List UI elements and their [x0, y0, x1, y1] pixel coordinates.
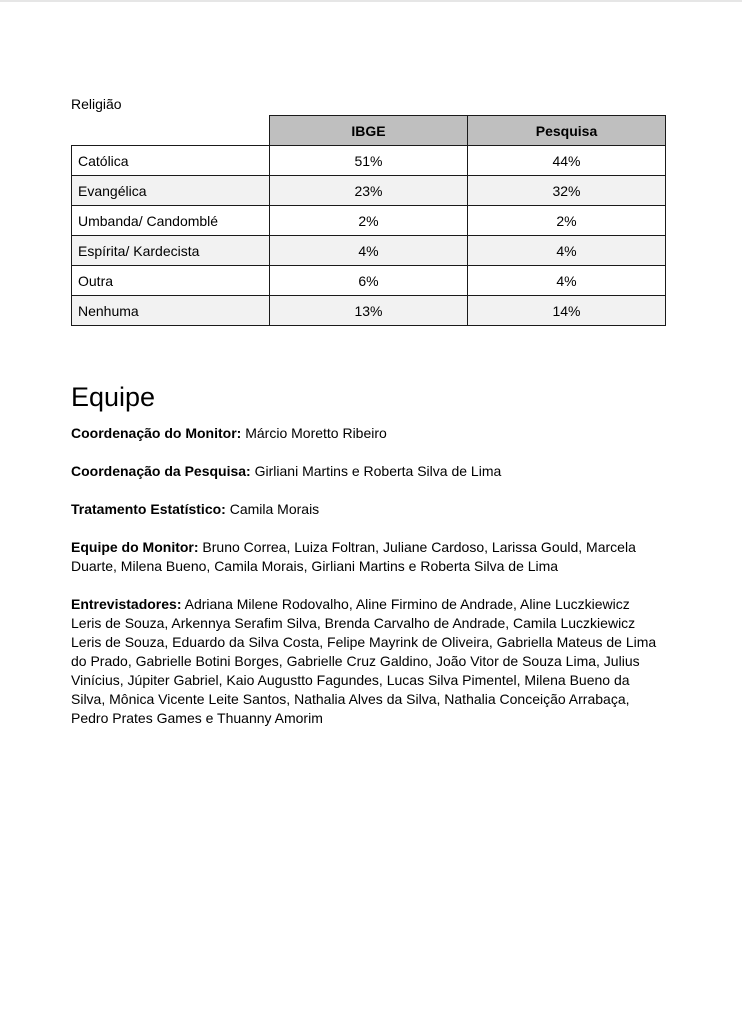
table-row: [72, 236, 666, 266]
table-cell-pesquisa: 14%: [468, 296, 666, 326]
table-cell-religion: Outra: [72, 266, 270, 296]
table-cell-religion: Nenhuma: [72, 296, 270, 326]
table-cell-ibge: 23%: [270, 176, 468, 206]
table-header-ibge: IBGE: [270, 116, 468, 146]
section-title: Equipe: [71, 382, 156, 412]
team-credits: [71, 424, 661, 747]
credit-label: Coordenação do Monitor:: [71, 425, 242, 441]
table-cell-pesquisa: 2%: [468, 206, 666, 236]
table-caption: Religião: [71, 96, 122, 112]
credit-paragraph: [71, 424, 661, 443]
credit-text: Adriana Milene Rodovalho, Aline Firmino de Andrade, Aline Luczkiewicz Leris de Souza, Arkennya Serafim Silva, Brenda Carvalho de Andrade, Camila Luczkiewicz Leris de Souza, Eduardo da Silva Costa, Felipe Mayrink de Oliveira, Gabriella Mateus de Lima do Prado, Gabrielle Botini Borges, Gabrielle Cruz Galdino, João Vitor de Souza Lima, Julius Vinícius, Júpiter Gabriel, Kaio Augustto Fagundes, Lucas Silva Pimentel, Milena Bueno da Silva, Mônica Vicente Leite Santos, Nathalia Alves da Silva, Nathalia Conceição Arrabaça, Pedro Prates Games e Thuanny Amorim: [71, 596, 657, 726]
table-cell-pesquisa: 4%: [468, 266, 666, 296]
table-cell-pesquisa: 44%: [468, 146, 666, 176]
table-cell-pesquisa: 32%: [468, 176, 666, 206]
table-cell-religion: Católica: [72, 146, 270, 176]
credit-text: Camila Morais: [225, 501, 320, 517]
page-top-border: [0, 0, 742, 2]
credit-label: Equipe do Monitor:: [71, 539, 199, 555]
table-cell-ibge: 6%: [270, 266, 468, 296]
table-header-pesquisa: Pesquisa: [468, 116, 666, 146]
credit-label: Coordenação da Pesquisa:: [71, 463, 251, 479]
table-row: [72, 206, 666, 236]
religion-table: [71, 115, 666, 326]
table-cell-ibge: 51%: [270, 146, 468, 176]
credit-text: Bruno Correa, Luiza Foltran, Juliane Cardoso, Larissa Gould, Marcela Duarte, Milena Bueno, Camila Morais, Girliani Martins e Roberta Silva de Lima: [71, 539, 636, 574]
credit-text: Márcio Moretto Ribeiro: [241, 425, 387, 441]
table-row: [72, 176, 666, 206]
table-header-empty: [72, 116, 270, 146]
credit-label: Tratamento Estatístico:: [71, 501, 226, 517]
credit-label: Entrevistadores:: [71, 596, 182, 612]
table-cell-religion: Umbanda/ Candomblé: [72, 206, 270, 236]
credit-paragraph: [71, 500, 661, 519]
table-cell-ibge: 2%: [270, 206, 468, 236]
table-cell-religion: Evangélica: [72, 176, 270, 206]
credit-paragraph: [71, 538, 661, 576]
table-row: [72, 296, 666, 326]
credit-paragraph: [71, 462, 661, 481]
credit-paragraph: [71, 595, 661, 728]
table-cell-ibge: 13%: [270, 296, 468, 326]
table-header-row: [72, 116, 666, 146]
table-cell-pesquisa: 4%: [468, 236, 666, 266]
table-row: [72, 266, 666, 296]
table-cell-religion: Espírita/ Kardecista: [72, 236, 270, 266]
table-cell-ibge: 4%: [270, 236, 468, 266]
table-row: [72, 146, 666, 176]
credit-text: Girliani Martins e Roberta Silva de Lima: [250, 463, 502, 479]
